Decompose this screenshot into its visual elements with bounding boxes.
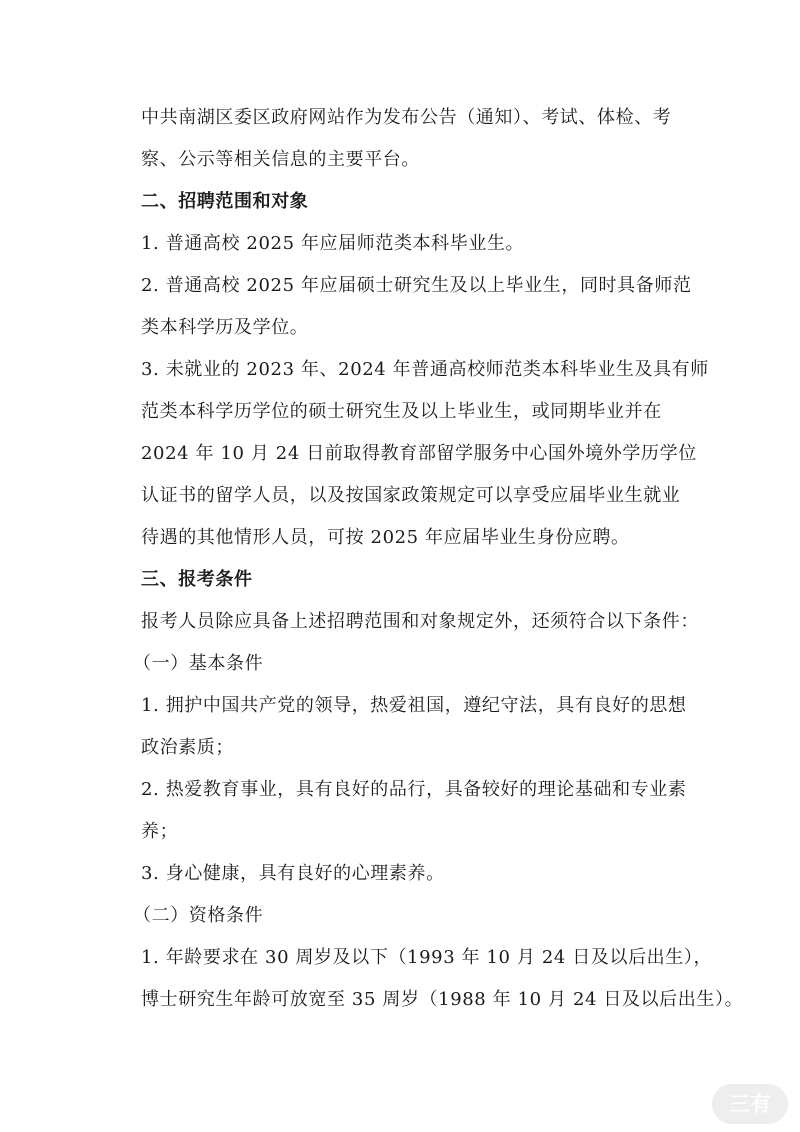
section-heading-3: 三、报考条件: [141, 569, 253, 590]
paragraph-line: 3. 身心健康，具有良好的心理素养。: [141, 863, 445, 884]
paragraph-line: 类本科学历及学位。: [141, 317, 309, 338]
paragraph-line: 2. 普通高校 2025 年应届硕士研究生及以上毕业生，同时具备师范: [141, 275, 692, 296]
watermark-text: 三有: [729, 1092, 771, 1116]
watermark-badge: [712, 1084, 788, 1124]
paragraph-line: 范类本科学历学位的硕士研究生及以上毕业生，或同期毕业并在: [141, 401, 662, 422]
paragraph-line: 报考人员除应具备上述招聘范围和对象规定外，还须符合以下条件：: [141, 611, 699, 632]
paragraph-line: 1. 普通高校 2025 年应届师范类本科毕业生。: [141, 233, 525, 254]
paragraph-line: 2024 年 10 月 24 日前取得教育部留学服务中心国外境外学历学位: [141, 443, 697, 464]
paragraph-line: 2. 热爱教育事业，具有良好的品行，具备较好的理论基础和专业素: [141, 779, 687, 800]
paragraph-line: 1. 年龄要求在 30 周岁及以下（1993 年 10 月 24 日及以后出生），: [141, 947, 713, 968]
paragraph-line: 中共南湖区委区政府网站作为发布公告（通知）、考试、体检、考: [141, 107, 672, 128]
paragraph-line: 认证书的留学人员，以及按国家政策规定可以享受应届毕业生就业: [141, 485, 681, 506]
paragraph-line: 3. 未就业的 2023 年、2024 年普通高校师范类本科毕业生及具有师: [141, 359, 709, 380]
paragraph-line: 养；: [141, 821, 179, 842]
paragraph-line: 待遇的其他情形人员，可按 2025 年应届毕业生身份应聘。: [141, 527, 630, 548]
paragraph-line: 1. 拥护中国共产党的领导，热爱祖国，遵纪守法，具有良好的思想: [141, 695, 687, 716]
subsection-heading: （二）资格条件: [133, 905, 264, 926]
section-heading-2: 二、招聘范围和对象: [141, 191, 309, 212]
paragraph-line: 政治素质；: [141, 737, 234, 758]
subsection-heading: （一）基本条件: [133, 653, 264, 674]
paragraph-line: 博士研究生年龄可放宽至 35 周岁（1988 年 10 月 24 日及以后出生）。: [141, 989, 744, 1010]
paragraph-line: 察、公示等相关信息的主要平台。: [141, 149, 420, 170]
